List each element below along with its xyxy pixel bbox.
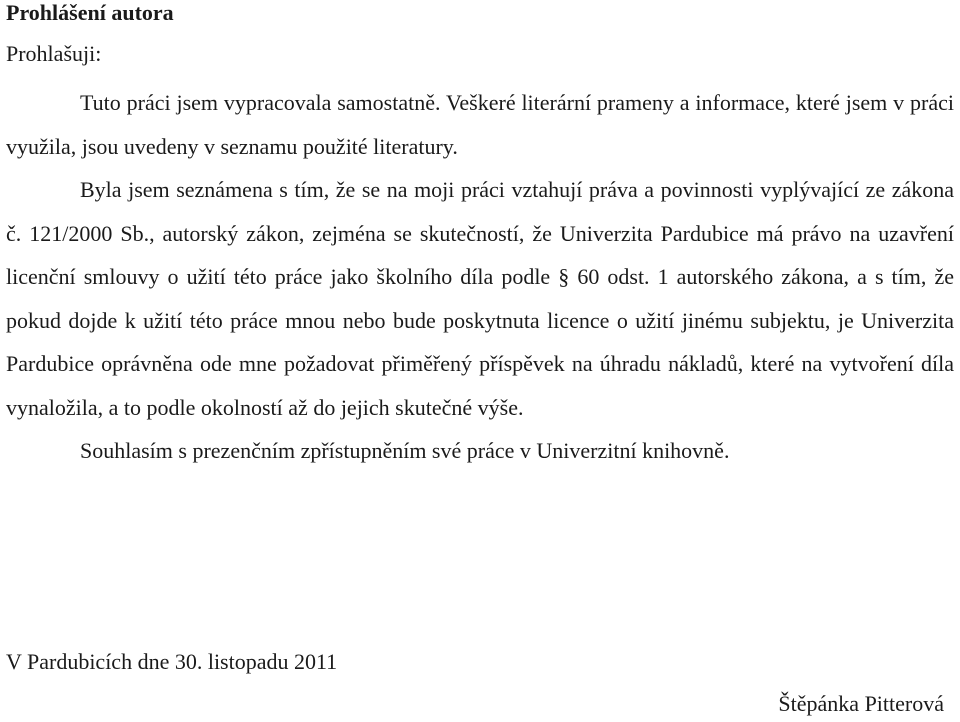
page-title: Prohlášení autora xyxy=(6,0,174,25)
declaration-label: Prohlašuji: xyxy=(6,41,102,66)
place-and-date: V Pardubicích dne 30. listopadu 2011 xyxy=(6,649,338,674)
paragraph-independent-work: Tuto práci jsem vypracovala samostatně. Veškeré literární prameny a informace, které jsem v práci využila, jsou uvedeny v seznamu použité literatury. xyxy=(6,90,954,159)
paragraph-library-consent: Souhlasím s prezenčním zpřístupněním své práce v Univerzitní knihovně. xyxy=(80,438,730,463)
paragraph-copyright-law: Byla jsem seznámena s tím, že se na moji práci vztahují práva a povinnosti vyplývající ze zákona č. 121/2000 Sb., autorský zákon, zejména se skutečností, že Univerzita Pardubice má právo na uzavření licenční smlouvy o užití této práce jako školního díla podle § 60 odst. 1 autorského zákona, a s tím, že pokud dojde k užití této práce mnou nebo bude poskytnuta licence o užití jinému subjektu, je Univerzita Pardubice oprávněna ode mne požadovat přiměřený příspěvek na úhradu nákladů, které na vytvoření díla vynaložila, a to podle okolností až do jejich skutečné výše. xyxy=(6,177,954,420)
declaration-body xyxy=(6,81,954,473)
author-signature: Štěpánka Pitterová xyxy=(778,691,944,716)
